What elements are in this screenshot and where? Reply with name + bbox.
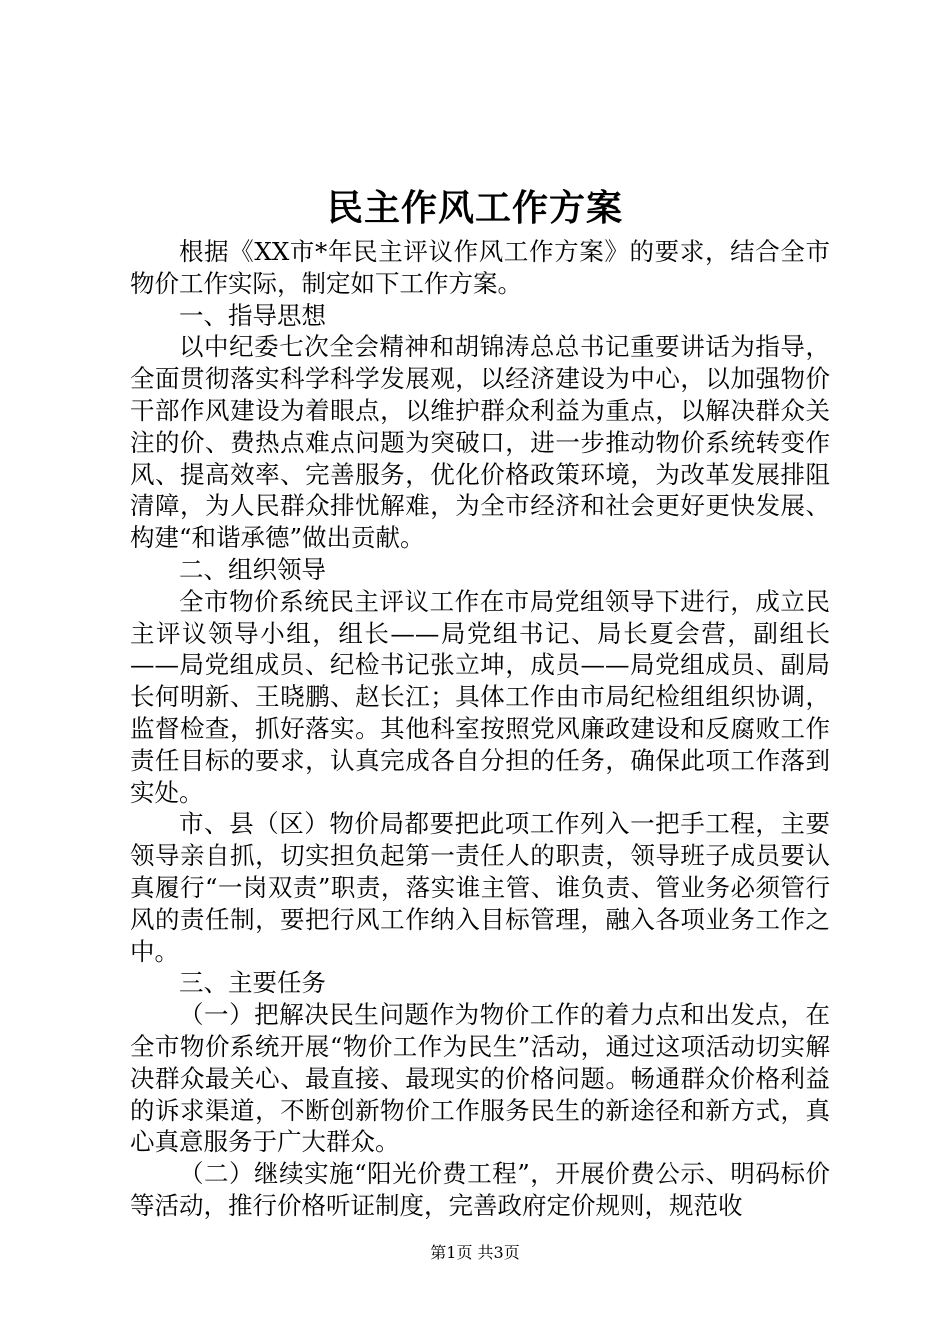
paragraph-task-1: （一）把解决民生问题作为物价工作的着力点和出发点，在全市物价系统开展“物价工作为民生”活动，通过这项活动切实解决群众最关心、最直接、最现实的价格问题。畅通群众价格利益的诉求渠道，不断创新物价工作服务民生的新途径和新方式，真心真意服务于广大群众。 bbox=[130, 1000, 830, 1157]
paragraph-responsibility: 市、县（区）物价局都要把此项工作列入一把手工程，主要领导亲自抓，切实担负起第一责任人的职责，领导班子成员要认真履行“一岗双责”职责，落实谁主管、谁负责、管业务必须管行风的责任制，要把行风工作纳入目标管理，融入各项业务工作之中。 bbox=[130, 809, 830, 966]
section-heading-main-tasks: 三、主要任务 bbox=[179, 968, 326, 998]
document-title: 民主作风工作方案 bbox=[326, 187, 623, 229]
paragraph-organization: 全市物价系统民主评议工作在市局党组领导下进行，成立民主评议领导小组，组长——局党组书记、局长夏会营，副组长——局党组成员、纪检书记张立坤，成员——局党组成员、副局长何明新、王晓鹏、赵长江；具体工作由市局纪检组组织协调，监督检查，抓好落实。其他科室按照党风廉政建设和反腐败工作责任目标的要求，认真完成各自分担的任务，确保此项工作落到实处。 bbox=[130, 586, 830, 807]
paragraph-guiding-ideology: 以中纪委七次全会精神和胡锦涛总总书记重要讲话为指导，全面贯彻落实科学科学发展观，以经济建设为中心，以加强物价干部作风建设为着眼点，以维护群众利益为重点，以解决群众关注的价、费热点难点问题为突破口，进一步推动物价系统转变作风、提高效率、完善服务，优化价格政策环境，为改革发展排阻清障，为人民群众排忧解难，为全市经济和社会更好更快发展、构建“和谐承德”做出贡献。 bbox=[130, 332, 830, 553]
section-heading-guiding-ideology: 一、指导思想 bbox=[179, 300, 326, 330]
section-heading-organization: 二、组织领导 bbox=[179, 554, 326, 584]
document-body bbox=[130, 236, 830, 1222]
paragraph-intro: 根据《XX市*年民主评议作风工作方案》的要求，结合全市物价工作实际，制定如下工作方案。 bbox=[130, 237, 830, 298]
page-footer: 第1页 共3页 bbox=[430, 1243, 520, 1262]
paragraph-task-2: （二）继续实施“阳光价费工程”，开展价费公示、明码标价等活动，推行价格听证制度，完善政府定价规则，规范收 bbox=[130, 1159, 830, 1220]
